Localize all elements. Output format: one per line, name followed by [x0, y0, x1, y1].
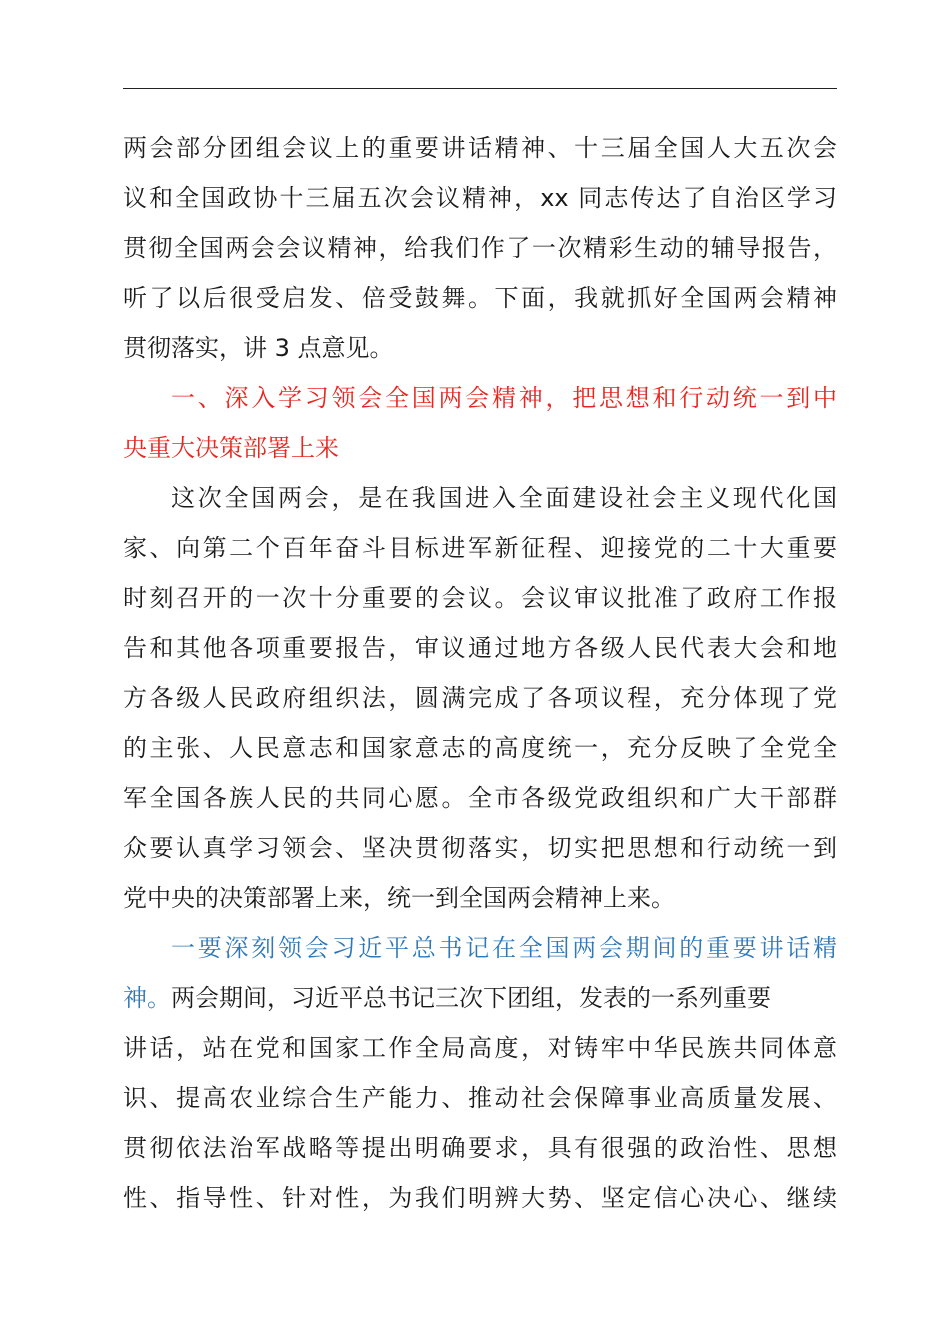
body-text-line: 告和其他各项重要报告，审议通过地方各级人民代表大会和地 [123, 634, 837, 662]
body-text-line: 时刻召开的一次十分重要的会议。会议审议批准了政府工作报 [123, 584, 837, 612]
body-text-line: 议和全国政协十三届五次会议精神，xx 同志传达了自治区学习 [123, 184, 837, 212]
body-text-line: 的主张、人民意志和国家意志的高度统一，充分反映了全党全 [123, 734, 837, 762]
body-text-line: 这次全国两会，是在我国进入全面建设社会主义现代化国 [171, 484, 837, 512]
section-heading-line: 央重大决策部署上来 [123, 434, 339, 462]
body-text: 两会期间，习近平总书记三次下团组，发表的一系列重要 [171, 984, 771, 1012]
body-text-line: 贯彻落实，讲 3 点意见。 [123, 334, 394, 362]
subheading-text: 神。 [123, 984, 171, 1012]
body-text-line: 听了以后很受启发、倍受鼓舞。下面，我就抓好全国两会精神 [123, 284, 837, 312]
mixed-text-line [123, 973, 837, 1023]
subheading-line: 一要深刻领会习近平总书记在全国两会期间的重要讲话精 [171, 934, 837, 962]
body-text-line: 性、指导性、针对性，为我们明辨大势、坚定信心决心、继续 [123, 1184, 837, 1212]
body-text-line: 两会部分团组会议上的重要讲话精神、十三届全国人大五次会 [123, 134, 837, 162]
body-text-line: 识、提高农业综合生产能力、推动社会保障事业高质量发展、 [123, 1084, 837, 1112]
body-text-line: 军全国各族人民的共同心愿。全市各级党政组织和广大干部群 [123, 784, 837, 812]
body-text-line: 家、向第二个百年奋斗目标进军新征程、迎接党的二十大重要 [123, 534, 837, 562]
body-text-line: 贯彻全国两会会议精神，给我们作了一次精彩生动的辅导报告， [123, 234, 837, 262]
header-rule [123, 88, 837, 89]
body-text-line: 方各级人民政府组织法，圆满完成了各项议程，充分体现了党 [123, 684, 837, 712]
section-heading-line: 一、深入学习领会全国两会精神，把思想和行动统一到中 [171, 384, 837, 412]
body-text-line: 贯彻依法治军战略等提出明确要求，具有很强的政治性、思想 [123, 1134, 837, 1162]
body-text-line: 讲话，站在党和国家工作全局高度，对铸牢中华民族共同体意 [123, 1034, 837, 1062]
body-text-line: 党中央的决策部署上来，统一到全国两会精神上来。 [123, 884, 675, 912]
body-text-line: 众要认真学习领会、坚决贯彻落实，切实把思想和行动统一到 [123, 834, 837, 862]
